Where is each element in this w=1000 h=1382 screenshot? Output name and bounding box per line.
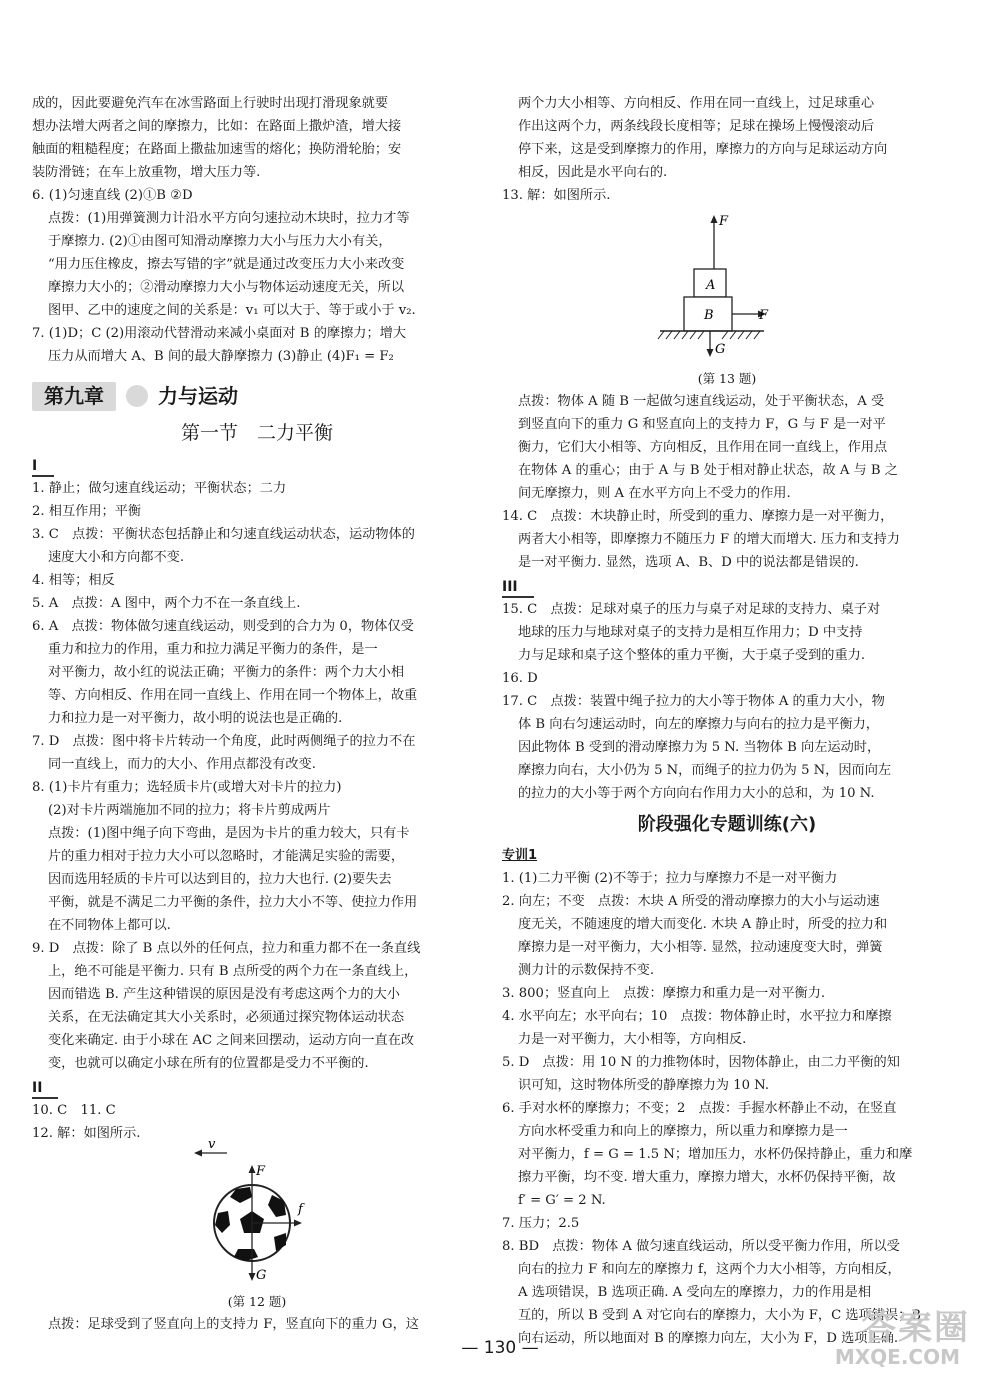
hint-line: 相反，因此是水平向右的. xyxy=(518,165,668,180)
chapter-heading xyxy=(32,376,482,416)
force-F-up-arrowhead xyxy=(711,215,718,223)
force-F-arrowhead xyxy=(249,1165,256,1173)
answer-line: 8. BD 点拨：物体 A 做匀速直线运动，所以受平衡力作用，所以受 xyxy=(502,1239,900,1254)
answer-line: 对平衡力，f = G = 1.5 N；增加压力，水杯仍保持静止，重力和摩 xyxy=(518,1147,913,1162)
intro-line: 成的，因此要避免汽车在冰雪路面上行驶时出现打滑现象就要 xyxy=(32,96,389,111)
answer-line: 向右的拉力 F 和向左的摩擦力 f，这两个力大小相等，方向相反， xyxy=(518,1262,901,1277)
watermark-url: MXQE.COM xyxy=(834,1345,960,1369)
answer-line: 5. A 点拨：A 图中，两个力不在一条直线上. xyxy=(32,596,301,611)
answer-line: 7. (1)D；C (2)用滚动代替滑动来减小桌面对 B 的摩擦力；增大 xyxy=(32,326,407,341)
sub-heading: 专训1 xyxy=(502,848,538,863)
answer-line: 关系，在无法确定其大小关系时，必须通过探究物体运动状态 xyxy=(48,1010,405,1025)
answer-line: 速度大小和方向都不变. xyxy=(48,550,185,565)
level-marker-1: I xyxy=(32,457,54,477)
answer-line: 两者大小相等，即摩擦力不随压力 F 的增大而增大. 压力和支持力 xyxy=(518,532,900,547)
answer-line: 7. D 点拨：图中将卡片转动一个角度，此时两侧绳子的拉力不在 xyxy=(32,734,416,749)
label-A: A xyxy=(706,278,716,293)
answer-line: 方向水杯受重力和向上的摩擦力，所以重力和摩擦力是一 xyxy=(518,1124,848,1139)
answer-line: 是一对平衡力. 显然，选项 A、B、D 中的说法都是错误的. xyxy=(518,555,859,570)
answer-line: 2. 向左；不变 点拨：木块 A 所受的滑动摩擦力的大小与运动速 xyxy=(502,894,880,909)
answer-line: 测力计的示数保持不变. xyxy=(518,963,655,978)
answer-line: (2)对卡片两端施加不同的拉力；将卡片剪成两片 xyxy=(48,803,331,818)
label-G: G xyxy=(256,1268,267,1283)
answer-line: 4. 水平向左；水平向右；10 点拨：物体静止时，水平拉力和摩擦 xyxy=(502,1009,892,1024)
answer-line: 同一直线上，而力的大小、作用点都没有改变. xyxy=(48,757,316,772)
hint-line: 摩擦力大小的；②滑动摩擦力大小与物体运动速度无关，所以 xyxy=(48,280,405,295)
label-F-up: F xyxy=(719,214,729,229)
answer-line: 地球的压力与地球对桌子的支持力是相互作用力；D 中支持 xyxy=(518,625,863,640)
label-v: v xyxy=(208,1137,216,1152)
answer-line: 6. A 点拨：物体做匀速直线运动，则受到的合力为 0，物体仅受 xyxy=(32,619,414,634)
blocks-diagram xyxy=(502,207,952,367)
answer-line: 等、方向相反、作用在同一直线上、作用在同一个物体上，故重 xyxy=(48,688,418,703)
hint-line: 图甲、乙中的速度之间的关系是：v₁ 可以大于、等于或小于 v₂. xyxy=(48,303,416,318)
answer-line: 15. C 点拨：足球对桌子的压力与桌子对足球的支持力、桌子对 xyxy=(502,602,881,617)
answer-line: 2. 相互作用；平衡 xyxy=(32,504,142,519)
hint-line: 间无摩擦力，则 A 在水平方向上不受力的作用. xyxy=(518,486,791,501)
label-G: G xyxy=(715,342,726,357)
answer-line: A 选项错误，B 选项正确. A 受向左的摩擦力，力的作用是相 xyxy=(518,1285,872,1300)
answer-line: 7. 压力；2.5 xyxy=(502,1216,580,1231)
hint-line: 两个力大小相等、方向相反、作用在同一直线上，过足球重心 xyxy=(518,96,875,111)
answer-line: 6. (1)匀速直线 (2)①B ②D xyxy=(32,188,193,203)
figure-12 xyxy=(32,1137,482,1290)
answer-line: 14. C 点拨：木块静止时，所受到的重力、摩擦力是一对平衡力， xyxy=(502,509,894,524)
intro-line: 触面的粗糙程度；在路面上撒盐加速雪的熔化；换防滑轮胎；安 xyxy=(32,142,402,157)
answer-line: 1. 静止；做匀速直线运动；平衡状态；二力 xyxy=(32,481,287,496)
soccer-ball-diagram xyxy=(32,1137,482,1290)
hint-line: 于摩擦力. (2)①由图可知滑动摩擦力大小与压力大小有关， xyxy=(48,234,392,249)
answer-line: 变，也就可以确定小球在所有的位置都是受力不平衡的. xyxy=(48,1056,369,1071)
answer-line: 16. D xyxy=(502,671,538,686)
hint-line: 因而选用轻质的卡片可以达到目的，拉力大也行. (2)要失去 xyxy=(48,872,392,887)
answer-line: 上，绝不可能是平衡力. 只有 B 点所受的两个力在一条直线上， xyxy=(48,964,418,979)
stage-title: 阶段强化专题训练(六) xyxy=(637,814,817,835)
intro-line: 装防滑链；在车上放重物，增大压力等. xyxy=(32,165,261,180)
answer-line: 3. 800；竖直向上 点拨：摩擦力和重力是一对平衡力. xyxy=(502,986,826,1001)
answer-line: 识可知，这时物体所受的静摩擦力为 10 N. xyxy=(518,1078,770,1093)
chapter-name: 力与运动 xyxy=(158,383,238,408)
answer-line: 压力从而增大 A、B 间的最大静摩擦力 (3)静止 (4)F₁ = F₂ xyxy=(48,349,394,364)
answer-line: 互的，所以 B 受到 A 对它向右的摩擦力，大小为 F，C 选项错误；B xyxy=(518,1308,921,1323)
level-marker-2: II xyxy=(32,1079,58,1099)
answer-line: 力与足球和桌子这个整体的重力平衡，大于桌子受到的重力. xyxy=(518,648,866,663)
figure-13-caption: (第 13 题) xyxy=(697,371,757,386)
ground-hatch xyxy=(658,331,760,339)
force-f-arrowhead xyxy=(294,1220,302,1227)
answer-line: 摩擦力向右，大小仍为 5 N，而绳子的拉力仍为 5 N，因而向左 xyxy=(518,763,892,778)
hint-line: 到竖直向下的重力 G 和竖直向上的支持力 F，G 与 F 是一对平 xyxy=(518,417,886,432)
hint-line: 点拨：(1)用弹簧测力计沿水平方向匀速拉动木块时，拉力才等 xyxy=(48,211,410,226)
watermark-logo: 答案圈 xyxy=(862,1308,970,1348)
force-G-arrowhead xyxy=(249,1273,256,1281)
answer-line: 8. (1)卡片有重力；选轻质卡片(或增大对卡片的拉力) xyxy=(32,780,342,795)
answer-line: f′ = G′ = 2 N. xyxy=(518,1193,606,1208)
answer-line: 力是一对平衡力，大小相等，方向相反. xyxy=(518,1032,747,1047)
hint-line: 停下来，这是受到摩擦力的作用，摩擦力的方向与足球运动方向 xyxy=(518,142,888,157)
hint-line: 点拨：足球受到了竖直向上的支持力 F，竖直向下的重力 G，这 xyxy=(48,1317,419,1332)
label-F-right: F xyxy=(759,308,769,323)
hint-line: 在不同物体上都可以. xyxy=(48,918,171,933)
force-G-arrowhead xyxy=(707,349,714,357)
hint-line: 点拨：物体 A 随 B 一起做匀速直线运动，处于平衡状态，A 受 xyxy=(518,394,885,409)
answer-line: 5. D 点拨：用 10 N 的力推物体时，因物体静止，由二力平衡的知 xyxy=(502,1055,900,1070)
answer-line: 重力和拉力的作用，重力和拉力满足平衡力的条件，是一 xyxy=(48,642,378,657)
intro-line: 想办法增大两者之间的摩擦力，比如：在路面上撒炉渣，增大接 xyxy=(32,119,402,134)
hint-line: 衡力，它们大小相等、方向相反，且作用在同一直线上，作用点 xyxy=(518,440,888,455)
answer-line: 4. 相等；相反 xyxy=(32,573,115,588)
answer-line: 对平衡力，故小红的说法正确；平衡力的条件：两个力大小相 xyxy=(48,665,405,680)
velocity-arrowhead xyxy=(194,1150,202,1157)
answer-line: 13. 解：如图所示. xyxy=(502,188,611,203)
label-B: B xyxy=(704,308,714,323)
answer-line: 体 B 向右匀速运动时，向左的摩擦力与向右的拉力是平衡力， xyxy=(518,717,879,732)
chapter-badge: 第九章 xyxy=(32,382,116,411)
answer-line: 擦力平衡，均不变. 增大重力，摩擦力增大，水杯仍保持平衡，故 xyxy=(518,1170,896,1185)
figure-13 xyxy=(502,207,952,367)
level-marker-3: III xyxy=(502,578,534,598)
answer-line: 12. 解：如图所示. xyxy=(32,1126,141,1141)
chapter-dot-icon xyxy=(126,385,148,407)
hint-line: “用力压住橡皮，擦去写错的字”就是通过改变压力大小来改变 xyxy=(48,257,405,272)
answer-line: 力和拉力是一对平衡力，故小明的说法也是正确的. xyxy=(48,711,343,726)
answer-line: 摩擦力是一对平衡力，大小相等. 显然，拉动速度变大时，弹簧 xyxy=(518,940,883,955)
answer-line: 变化来确定. 由于小球在 AC 之间来回摆动，运动方向一直在改 xyxy=(48,1033,415,1048)
hint-line: 片的重力相对于拉力大小可以忽略时，才能满足实验的需要， xyxy=(48,849,405,864)
answer-line: 因此物体 B 受到的滑动摩擦力为 5 N. 当物体 B 向左运动时， xyxy=(518,740,881,755)
answer-line: 1. (1)二力平衡 (2)不等于；拉力与摩擦力不是一对平衡力 xyxy=(502,871,838,886)
label-F: F xyxy=(256,1164,266,1179)
answer-line: 的拉力的大小等于两个方向向右作用力大小的总和，为 10 N. xyxy=(518,786,875,801)
hint-line: 平衡，就是不满足二力平衡的条件，拉力大小不等、使拉力作用 xyxy=(48,895,418,910)
left-column xyxy=(32,92,482,1336)
hint-line: 作出这两个力，两条线段长度相等；足球在操场上慢慢滚动后 xyxy=(518,119,875,134)
page-number: — 130 — xyxy=(461,1338,539,1358)
hint-line: 在物体 A 的重心；由于 A 与 B 处于相对静止状态，故 A 与 B 之 xyxy=(518,463,898,478)
answer-line: 9. D 点拨：除了 B 点以外的任何点，拉力和重力都不在一条直线 xyxy=(32,941,421,956)
section-title: 第一节 二力平衡 xyxy=(180,422,333,444)
answer-line: 17. C 点拨：装置中绳子拉力的大小等于物体 A 的重力大小，物 xyxy=(502,694,885,709)
right-column xyxy=(502,92,952,1350)
answer-line: 向右运动，所以地面对 B 的摩擦力向左，大小为 F，D 选项正确. xyxy=(518,1331,899,1346)
hint-line: 点拨：(1)图中绳子向下弯曲，是因为卡片的重力较大，只有卡 xyxy=(48,826,410,841)
answer-line: 度无关，不随速度的增大而变化. 木块 A 静止时，所受的拉力和 xyxy=(518,917,888,932)
answer-line: 3. C 点拨：平衡状态包括静止和匀速直线运动状态，运动物体的 xyxy=(32,527,415,542)
figure-12-caption: (第 12 题) xyxy=(227,1294,287,1309)
label-f: f xyxy=(298,1202,303,1217)
answer-line: 因而错选 B. 产生这种错误的原因是没有考虑这两个力的大小 xyxy=(48,987,400,1002)
answer-line: 10. C 11. C xyxy=(32,1103,116,1118)
answer-line: 6. 手对水杯的摩擦力；不变；2 点拨：手握水杯静止不动，在竖直 xyxy=(502,1101,897,1116)
